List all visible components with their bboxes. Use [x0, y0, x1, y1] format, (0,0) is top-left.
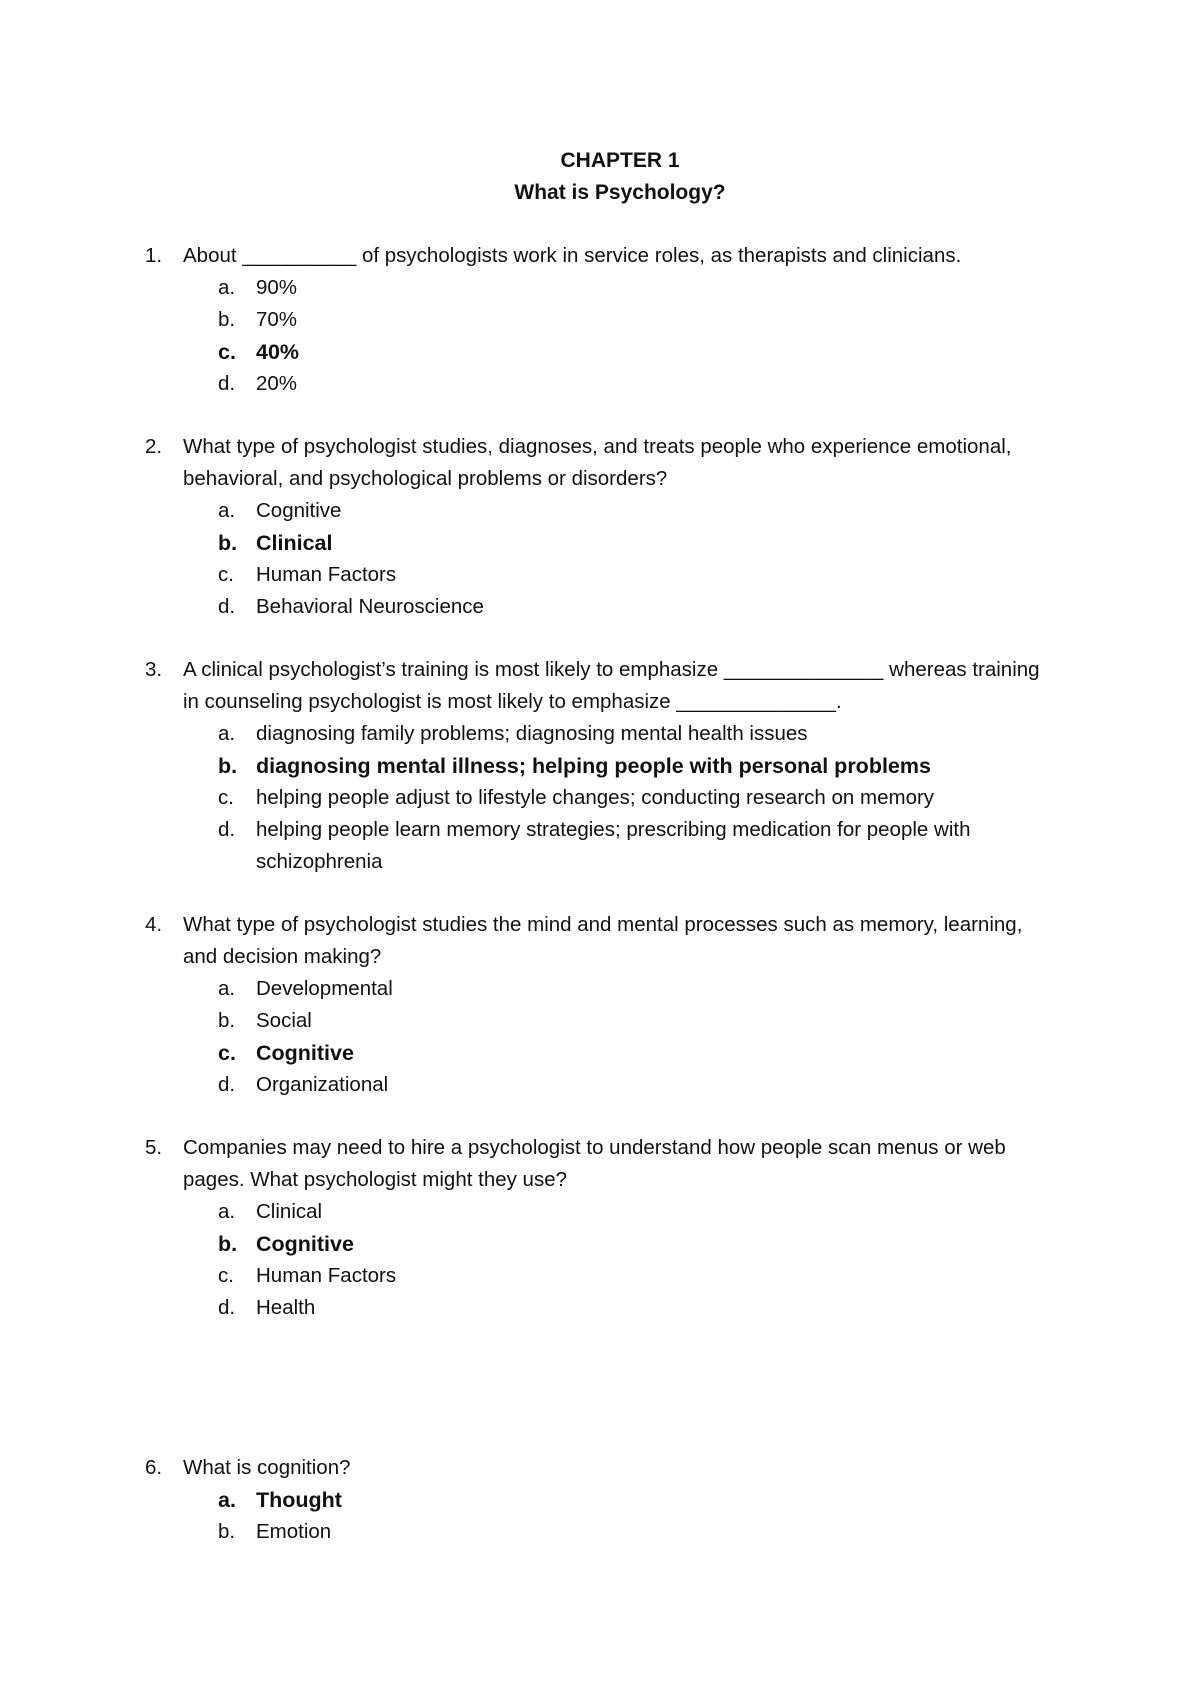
option-text: Human Factors [256, 1264, 397, 1287]
option-a [0, 1196, 1200, 1228]
option-letter: c. [218, 1041, 236, 1065]
option-text: Human Factors [256, 563, 397, 586]
option-text: Thought [256, 1488, 342, 1512]
question-number: 1. [145, 244, 163, 267]
option-text: diagnosing mental illness; helping people with personal problems [256, 754, 931, 778]
option-letter: d. [218, 1073, 236, 1096]
option-b [0, 1516, 1200, 1548]
question-text: What type of psychologist studies the mind and mental processes such as memory, learning, and decision making? [183, 913, 1023, 968]
chapter-title: What is Psychology? [514, 181, 726, 204]
question-3 [0, 654, 1200, 878]
option-b-answer [0, 1228, 1200, 1260]
option-d [0, 368, 1200, 400]
option-letter: b. [218, 308, 236, 331]
option-text: Social [256, 1009, 312, 1032]
option-text: Cognitive [256, 1041, 354, 1065]
option-list [0, 1196, 1200, 1324]
question-2 [0, 431, 1200, 623]
option-c [0, 559, 1200, 591]
option-letter: d. [218, 1296, 236, 1319]
spacer [0, 400, 1200, 431]
option-d [0, 1069, 1200, 1101]
option-letter: c. [218, 786, 234, 809]
question-text: Companies may need to hire a psychologist to understand how people scan menus or web pages. What psychologist might they use? [183, 1136, 1006, 1191]
question-number: 2. [145, 435, 163, 458]
question-text: About __________ of psychologists work in service roles, as therapists and clinicians. [183, 244, 962, 267]
option-letter: a. [218, 276, 236, 299]
option-list [0, 718, 1200, 878]
option-b-answer [0, 527, 1200, 559]
option-text: 70% [256, 308, 298, 331]
option-letter: a. [218, 1488, 236, 1512]
option-text: Cognitive [256, 499, 342, 522]
option-list [0, 272, 1200, 400]
option-letter: c. [218, 563, 234, 586]
option-a [0, 718, 1200, 750]
option-letter: b. [218, 1520, 236, 1543]
option-letter: b. [218, 754, 238, 778]
option-letter: c. [218, 340, 236, 364]
document-header [0, 145, 1200, 209]
spacer [0, 1324, 1200, 1452]
option-text: helping people learn memory strategies; prescribing medication for people with schizophrenia [256, 818, 971, 873]
question-text: What is cognition? [183, 1456, 351, 1479]
option-text: Health [256, 1296, 316, 1319]
option-text: 20% [256, 372, 298, 395]
option-text: Organizational [256, 1073, 389, 1096]
option-letter: d. [218, 595, 236, 618]
option-list [0, 1484, 1200, 1548]
option-text: Developmental [256, 977, 393, 1000]
option-a [0, 495, 1200, 527]
question-5 [0, 1132, 1200, 1324]
option-letter: a. [218, 722, 236, 745]
option-text: Clinical [256, 531, 333, 555]
question-text: A clinical psychologist’s training is most likely to emphasize ______________ whereas training in counseling psychologist is most likely to emphasize ______________. [183, 658, 1040, 713]
option-text: Behavioral Neuroscience [256, 595, 484, 618]
option-letter: b. [218, 1232, 238, 1256]
question-6 [0, 1452, 1200, 1548]
option-b [0, 304, 1200, 336]
option-c [0, 782, 1200, 814]
option-a [0, 973, 1200, 1005]
spacer [0, 1101, 1200, 1132]
option-a [0, 272, 1200, 304]
question-text: What type of psychologist studies, diagnoses, and treats people who experience emotional, behavioral, and psychological problems or disorders? [183, 435, 1012, 490]
question-1 [0, 240, 1200, 400]
option-list [0, 973, 1200, 1101]
option-letter: a. [218, 977, 236, 1000]
option-list [0, 495, 1200, 623]
option-letter: b. [218, 1009, 236, 1032]
option-b-answer [0, 750, 1200, 782]
option-text: 40% [256, 340, 300, 364]
question-4 [0, 909, 1200, 1101]
question-number: 5. [145, 1136, 163, 1159]
option-c-answer [0, 336, 1200, 368]
question-list [0, 240, 1200, 1548]
option-c [0, 1260, 1200, 1292]
question-number: 4. [145, 913, 163, 936]
option-d [0, 1292, 1200, 1324]
option-letter: b. [218, 531, 238, 555]
option-letter: d. [218, 372, 236, 395]
question-number: 3. [145, 658, 163, 681]
option-letter: c. [218, 1264, 234, 1287]
option-text: 90% [256, 276, 298, 299]
option-d [0, 814, 1200, 878]
option-text: diagnosing family problems; diagnosing mental health issues [256, 722, 808, 745]
option-text: helping people adjust to lifestyle changes; conducting research on memory [256, 786, 935, 809]
spacer [0, 623, 1200, 654]
option-letter: d. [218, 818, 236, 841]
option-d [0, 591, 1200, 623]
option-c-answer [0, 1037, 1200, 1069]
option-letter: a. [218, 499, 236, 522]
spacer [0, 878, 1200, 909]
option-letter: a. [218, 1200, 236, 1223]
option-text: Clinical [256, 1200, 323, 1223]
option-a-answer [0, 1484, 1200, 1516]
question-number: 6. [145, 1456, 163, 1479]
chapter-heading: CHAPTER 1 [560, 149, 680, 172]
option-text: Cognitive [256, 1232, 354, 1256]
option-text: Emotion [256, 1520, 332, 1543]
option-b [0, 1005, 1200, 1037]
